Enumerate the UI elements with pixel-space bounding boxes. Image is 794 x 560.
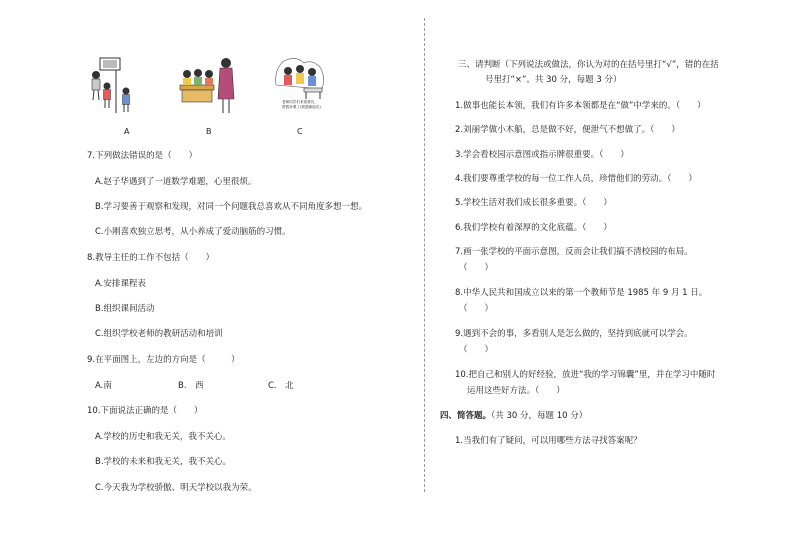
judge-item-4: 4.我们要尊重学校的每一位工作人员，珍惜他们的劳动。（ ） [455, 174, 697, 184]
q8-option-a: A.安排课程表 [95, 279, 146, 289]
judge-item-5: 5.学校生活对我们成长很多重要。（ ） [455, 198, 612, 208]
illustration-a [86, 55, 138, 115]
judge-item-3: 3.学会看校园示意图或指示牌很重要。（ ） [455, 150, 629, 160]
q8-option-c: C.组织学校老师的教研活动和培训 [95, 329, 223, 339]
short-answer-item-1: 1.当我们有了疑问，可以用哪些方法寻找答案呢？ [455, 436, 642, 446]
judge-item-9-line2: （ ） [459, 345, 494, 355]
section4-heading [440, 411, 587, 421]
q9-stem: 9.在平面图上，左边的方向是（ ） [87, 355, 240, 365]
q7-stem: 7.下列做法错误的是（ ） [87, 151, 198, 161]
judge-item-6: 6.我们学校有着深厚的文化底蕴。（ ） [455, 223, 612, 233]
q9-option-b: B. 西 [178, 381, 204, 391]
judge-item-1: 1.做事也能长本领，我们有许多本领都是在“做”中学来的。（ ） [455, 101, 706, 111]
q9-option-c: C. 北 [268, 381, 294, 391]
picture-label-a: A [124, 127, 130, 136]
judge-item-10-line1: 10.把自己和别人的好经验，放进“我的学习锦囊”里，并在学习中随时 [455, 370, 716, 380]
section3-heading-line1: 三、请判断（下列说法或做法，你认为对的在括号里打“√”，错的在括 [458, 60, 719, 70]
judge-item-10-line2: 运用这些好方法。（ ） [467, 386, 565, 396]
q8-stem: 8.教导主任的工作不包括（ ） [87, 253, 215, 263]
section3-heading-line2: 号里打“×”。共 30 分，每题 3 分） [485, 75, 622, 85]
judge-item-9-line1: 9.遇到不会的事，多看别人是怎么做的，坚持到底就可以学会。 [455, 329, 693, 339]
q7-option-b: B.学习要善于观察和发现，对同一个问题我总喜欢从不同角度多想一想。 [95, 202, 368, 212]
picture-label-c: C [297, 127, 303, 136]
q8-option-b: B.组织课间活动 [95, 304, 155, 314]
illustration-c-caption-line2: 帮我补课了(我感谢他们) [282, 105, 321, 109]
section4-note: （共 30 分，每题 10 分） [491, 411, 588, 421]
q7-option-a: A.赵子华遇到了一道数学难题，心里很烦。 [95, 177, 257, 187]
section4-title: 四、简答题。 [440, 411, 492, 421]
judge-item-8-line2: （ ） [459, 304, 494, 314]
judge-item-7-line2: （ ） [459, 263, 494, 273]
q10-option-a: A.学校的历史和我无关，我不关心。 [95, 432, 231, 442]
column-divider [424, 18, 425, 492]
q7-option-c: C.小刚喜欢独立思考，从小养成了爱动脑筋的习惯。 [95, 227, 291, 237]
q10-option-b: B.学校的未来和我无关，我不关心。 [95, 457, 232, 467]
q9-option-a: A.南 [95, 381, 112, 391]
judge-item-7-line1: 7.画一张学校的平面示意图，反而会让我们搞不清校园的布局。 [455, 247, 693, 257]
judge-item-2: 2.刘丽学做小木船，总是做不好，便泄气不想做了。（ ） [455, 125, 680, 135]
illustration-c-caption-line1: 老师同学们来看我们， [282, 100, 318, 104]
illustration-c [270, 55, 328, 117]
judge-item-8-line1: 8.中华人民共和国成立以来的第一个教师节是 1985 年 9 月 1 日。 [455, 288, 708, 298]
q10-stem: 10.下面说法正确的是（ ） [87, 406, 203, 416]
q10-option-c: C.今天我为学校骄傲、明天学校以我为荣。 [95, 483, 257, 493]
picture-label-b: B [206, 127, 212, 136]
illustration-b [178, 55, 238, 115]
